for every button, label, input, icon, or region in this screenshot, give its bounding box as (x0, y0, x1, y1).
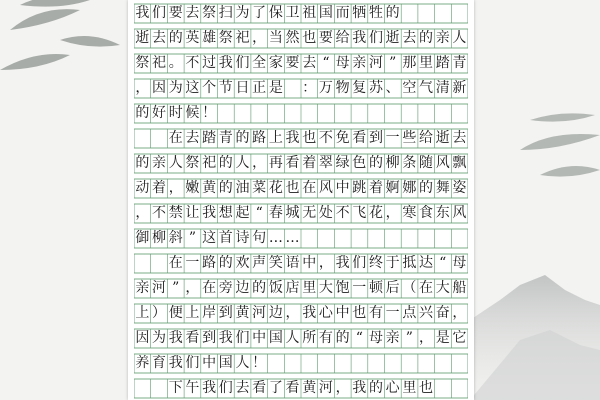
character-cell: 舞 (435, 180, 450, 196)
character-cell: 去 (152, 30, 167, 46)
character-cell: 去 (185, 130, 200, 146)
character-cell: 育 (152, 355, 167, 371)
character-cell: 去 (185, 5, 200, 21)
character-cell: 中 (252, 330, 267, 346)
character-cell: 黄 (202, 180, 217, 196)
character-cell: 了 (268, 380, 283, 396)
character-cell: 的 (368, 155, 383, 171)
character-cell: 的 (419, 30, 434, 46)
character-cell: 去 (402, 30, 417, 46)
character-cell (134, 379, 151, 398)
character-cell: 菜 (252, 180, 267, 196)
character-cell: 风 (452, 205, 467, 221)
character-cell: 抵 (402, 255, 417, 271)
character-cell: 的 (368, 380, 383, 396)
text-line (134, 129, 468, 148)
character-cell: ， (335, 380, 350, 396)
character-cell: 我 (352, 30, 367, 46)
text-line (134, 229, 468, 248)
character-cell: 好 (152, 105, 167, 121)
character-cell: 语 (285, 255, 300, 271)
character-cell: 要 (168, 5, 183, 21)
character-cell: ， (135, 80, 150, 96)
character-cell: 嫩 (185, 180, 200, 196)
character-cell: 再 (268, 155, 283, 171)
character-cell: 河 (252, 305, 267, 321)
text-line (134, 304, 468, 323)
text-line (134, 4, 468, 23)
character-cell: 卫 (285, 5, 300, 21)
character-cell: 们 (352, 255, 367, 271)
character-cell: 有 (368, 305, 383, 321)
character-cell: 笑 (268, 255, 283, 271)
character-cell: 不 (318, 130, 333, 146)
character-cell: 里 (402, 380, 417, 396)
character-cell: 亲 (352, 55, 367, 71)
character-cell: ， (168, 180, 183, 196)
character-cell: 不 (152, 205, 167, 221)
character-cell: 扫 (218, 5, 233, 21)
character-cell: 因 (152, 80, 167, 96)
character-cell: 里 (302, 280, 317, 296)
character-cell: 的 (218, 155, 233, 171)
character-cell: 的 (218, 255, 233, 271)
character-cell: 的 (235, 130, 250, 146)
character-cell: 飞 (352, 205, 367, 221)
character-cell: 下 (168, 380, 183, 396)
character-cell: 给 (419, 130, 434, 146)
character-cell (134, 129, 151, 148)
character-cell: 看 (252, 380, 267, 396)
character-cell: 新 (452, 80, 467, 96)
character-cell: ， (285, 305, 300, 321)
character-cell: 便 (168, 305, 183, 321)
character-cell: 牺 (352, 5, 367, 21)
character-cell: 为 (152, 330, 167, 346)
character-cell: 空 (402, 80, 417, 96)
character-cell: 踏 (202, 130, 217, 146)
character-cell: ” (188, 230, 196, 246)
character-cell: ） (152, 305, 167, 321)
character-cell: 因 (135, 330, 150, 346)
character-cell: 饭 (268, 280, 283, 296)
character-cell: 在 (168, 130, 183, 146)
character-cell: 花 (268, 180, 283, 196)
character-cell: 时 (168, 105, 183, 121)
character-cell: ： (302, 80, 317, 96)
character-cell: 中 (302, 255, 317, 271)
character-cell: 去 (452, 130, 467, 146)
character-cell: 一 (185, 255, 200, 271)
character-cell: 它 (452, 330, 467, 346)
character-cell: ” (405, 330, 413, 346)
character-cell: 青 (218, 130, 233, 146)
character-cell: 这 (202, 230, 217, 246)
text-line (134, 29, 468, 48)
character-cell: 寒 (402, 205, 417, 221)
character-cell: （ (402, 280, 417, 296)
character-cell: 无 (302, 205, 317, 221)
character-cell: 牲 (368, 5, 383, 21)
character-cell: 我 (335, 255, 350, 271)
character-cell: 亲 (385, 330, 400, 346)
character-cell: 娜 (402, 180, 417, 196)
character-cell: 着 (368, 180, 383, 196)
character-cell: 动 (135, 180, 150, 196)
character-cell: 我 (218, 330, 233, 346)
character-cell: 母 (368, 330, 383, 346)
character-cell: 亲 (152, 155, 167, 171)
character-cell: 国 (268, 330, 283, 346)
character-cell: 青 (452, 55, 467, 71)
character-cell: 随 (419, 155, 434, 171)
character-cell: 达 (419, 255, 434, 271)
text-line (134, 204, 468, 223)
character-cell: ， (318, 255, 333, 271)
character-cell: … (268, 230, 283, 246)
character-cell: 到 (202, 330, 217, 346)
character-cell: 于 (385, 255, 400, 271)
character-cell: 人 (235, 355, 250, 371)
character-cell: 祖 (302, 5, 317, 21)
character-cell: ！ (202, 105, 217, 121)
text-line (134, 54, 468, 73)
character-cell: 人 (168, 155, 183, 171)
character-cell: “ (255, 205, 263, 221)
character-cell: 我 (218, 55, 233, 71)
character-cell: 心 (318, 305, 333, 321)
character-cell: 兴 (419, 305, 434, 321)
character-cell: “ (355, 330, 363, 346)
character-cell: 为 (168, 80, 183, 96)
character-cell: 踏 (435, 55, 450, 71)
character-cell: 逝 (435, 130, 450, 146)
character-cell: 河 (152, 280, 167, 296)
character-cell: 看 (285, 155, 300, 171)
character-cell: 的 (335, 330, 350, 346)
character-cell: 上 (185, 305, 200, 321)
character-cell: 中 (335, 305, 350, 321)
character-cell: 也 (302, 30, 317, 46)
character-cell: 点 (402, 305, 417, 321)
character-cell: … (285, 230, 300, 246)
character-cell: 让 (185, 205, 200, 221)
character-cell: 欢 (235, 255, 250, 271)
character-cell: 路 (202, 255, 217, 271)
character-cell: 姿 (452, 180, 467, 196)
character-cell: 看 (352, 130, 367, 146)
character-cell: 祭 (202, 5, 217, 21)
character-cell: 的 (252, 280, 267, 296)
character-cell: 为 (235, 5, 250, 21)
character-cell: 大 (435, 280, 450, 296)
character-cell: 花 (368, 205, 383, 221)
text-line (134, 279, 468, 298)
character-cell: 英 (185, 30, 200, 46)
character-cell: 们 (185, 355, 200, 371)
character-cell: 也 (352, 305, 367, 321)
character-cell: 想 (218, 205, 233, 221)
character-cell: 们 (235, 330, 250, 346)
character-cell: 里 (419, 55, 434, 71)
character-cell: 中 (335, 180, 350, 196)
character-cell: ” (389, 55, 397, 71)
character-cell: 然 (285, 30, 300, 46)
character-cell: 免 (335, 130, 350, 146)
character-cell: 逝 (385, 30, 400, 46)
character-cell (151, 254, 168, 273)
character-cell: 日 (235, 80, 250, 96)
character-cell: 去 (302, 55, 317, 71)
character-cell: 、 (385, 80, 400, 96)
character-cell: 我 (202, 380, 217, 396)
character-cell: 正 (252, 80, 267, 96)
character-cell: ， (385, 205, 400, 221)
character-cell: “ (322, 55, 330, 71)
character-cell: 首 (218, 230, 233, 246)
text-line (134, 254, 468, 273)
character-cell: 当 (268, 30, 283, 46)
character-cell: 边 (235, 280, 250, 296)
character-cell: 上 (268, 130, 283, 146)
character-cell: 一 (385, 130, 400, 146)
character-cell: 我 (352, 380, 367, 396)
character-cell: ， (252, 155, 267, 171)
character-cell: 翠 (318, 155, 333, 171)
character-cell: 的 (385, 5, 400, 21)
character-cell: 飘 (452, 155, 467, 171)
character-cell: 去 (235, 380, 250, 396)
character-cell: 万 (318, 80, 333, 96)
character-cell: 风 (435, 155, 450, 171)
character-cell: 的 (218, 180, 233, 196)
character-cell: 而 (335, 5, 350, 21)
character-cell: 在 (302, 180, 317, 196)
character-cell: 我 (285, 130, 300, 146)
text-line (134, 354, 468, 373)
character-cell: 候 (185, 105, 200, 121)
character-cell: 中 (202, 355, 217, 371)
character-cell: 也 (302, 130, 317, 146)
character-cell: ， (185, 280, 200, 296)
character-cell: 顿 (368, 280, 383, 296)
character-cell: 绿 (335, 155, 350, 171)
character-cell: 我 (135, 5, 150, 21)
character-cell: ， (252, 30, 267, 46)
character-cell: 人 (452, 30, 467, 46)
character-cell: 柳 (385, 155, 400, 171)
character-cell: ， (135, 205, 150, 221)
character-cell: 不 (335, 205, 350, 221)
character-cell: 路 (252, 130, 267, 146)
character-cell: 条 (402, 155, 417, 171)
character-cell: 母 (335, 55, 350, 71)
character-cell: 们 (152, 5, 167, 21)
character-cell: 母 (452, 255, 467, 271)
character-cell: 心 (385, 380, 400, 396)
character-cell: 风 (318, 180, 333, 196)
character-cell: 我 (202, 205, 217, 221)
character-cell: 跳 (352, 180, 367, 196)
character-cell: 祀 (235, 30, 250, 46)
character-cell: 有 (318, 330, 333, 346)
character-cell: 的 (419, 180, 434, 196)
character-cell: 着 (302, 155, 317, 171)
character-cell: 一 (385, 305, 400, 321)
character-cell: 们 (235, 55, 250, 71)
manuscript-paper (128, 0, 474, 400)
text-line (134, 179, 468, 198)
character-cell: 国 (318, 5, 333, 21)
character-cell: 句 (252, 230, 267, 246)
character-cell: “ (439, 255, 447, 271)
character-cell: 亲 (135, 280, 150, 296)
character-cell: 城 (285, 205, 300, 221)
character-cell: 人 (285, 330, 300, 346)
character-cell: 饱 (335, 280, 350, 296)
character-cell: 春 (268, 205, 283, 221)
character-cell: 黄 (302, 380, 317, 396)
character-cell: 边 (268, 305, 283, 321)
character-cell: 复 (352, 80, 367, 96)
character-cell: 着 (152, 180, 167, 196)
character-cell: 终 (368, 255, 383, 271)
character-cell: 亲 (435, 30, 450, 46)
character-cell: 也 (285, 180, 300, 196)
character-cell: 婀 (385, 180, 400, 196)
character-cell: 看 (185, 330, 200, 346)
character-cell: 禁 (168, 205, 183, 221)
character-cell: 的 (135, 105, 150, 121)
character-cell: 苏 (368, 80, 383, 96)
character-cell: 的 (135, 155, 150, 171)
character-cell: 人 (235, 155, 250, 171)
text-line (134, 154, 468, 173)
character-cell: 也 (419, 380, 434, 396)
character-cell: 气 (419, 80, 434, 96)
character-cell: 祭 (135, 55, 150, 71)
character-cell: 船 (452, 280, 467, 296)
character-cell (284, 79, 301, 98)
character-cell: 我 (168, 355, 183, 371)
character-cell: 店 (285, 280, 300, 296)
character-cell: 我 (168, 330, 183, 346)
character-cell: 我 (302, 305, 317, 321)
character-cell: 黄 (235, 305, 250, 321)
character-cell: 物 (335, 80, 350, 96)
character-cell: 岸 (202, 305, 217, 321)
character-cell: 家 (268, 55, 283, 71)
character-cell: 逝 (135, 30, 150, 46)
character-cell: 一 (352, 280, 367, 296)
character-cell: 是 (435, 330, 450, 346)
character-cell (134, 254, 151, 273)
character-cell: 的 (168, 30, 183, 46)
character-cell: 不 (185, 55, 200, 71)
character-cell: ， (419, 330, 434, 346)
character-cell: 。 (168, 55, 183, 71)
character-cell: 祀 (202, 155, 217, 171)
character-cell: 清 (435, 80, 450, 96)
character-cell: 色 (352, 155, 367, 171)
character-cell: 后 (385, 280, 400, 296)
character-cell: 国 (218, 355, 233, 371)
character-cell (151, 129, 168, 148)
character-cell: 过 (202, 55, 217, 71)
character-cell: 们 (368, 30, 383, 46)
character-cell: 那 (402, 55, 417, 71)
character-cell: 节 (218, 80, 233, 96)
character-cell: 处 (318, 205, 333, 221)
character-cell: 午 (185, 380, 200, 396)
character-cell: 这 (185, 80, 200, 96)
character-cell: 们 (218, 380, 233, 396)
character-cell: 油 (235, 180, 250, 196)
character-cell: 到 (368, 130, 383, 146)
character-cell: 柳 (152, 230, 167, 246)
character-cell: 个 (202, 80, 217, 96)
character-cell: 河 (318, 380, 333, 396)
character-cell: 看 (285, 380, 300, 396)
character-cell: 东 (435, 205, 450, 221)
character-cell: 要 (285, 55, 300, 71)
character-cell: 御 (135, 230, 150, 246)
character-cell: 祭 (185, 155, 200, 171)
character-cell: 声 (252, 255, 267, 271)
character-cell: 雄 (202, 30, 217, 46)
character-cell: ！ (252, 355, 267, 371)
character-cell: 保 (268, 5, 283, 21)
text-line (134, 104, 468, 123)
character-cell: 所 (302, 330, 317, 346)
character-cell: 诗 (235, 230, 250, 246)
character-cell: 要 (318, 30, 333, 46)
character-cell: 在 (168, 255, 183, 271)
character-cell: 奋 (435, 305, 450, 321)
character-cell: 是 (268, 80, 283, 96)
text-line (134, 79, 468, 98)
character-cell: 食 (419, 205, 434, 221)
character-cell: 祭 (218, 30, 233, 46)
character-cell: ， (452, 305, 467, 321)
character-cell: 斜 (168, 230, 183, 246)
character-cell: 全 (252, 55, 267, 71)
character-cell: 些 (402, 130, 417, 146)
character-cell: 河 (368, 55, 383, 71)
character-cell: 旁 (218, 280, 233, 296)
character-cell: 到 (218, 305, 233, 321)
character-cell: 了 (252, 5, 267, 21)
character-cell: 大 (318, 280, 333, 296)
character-cell: 在 (202, 280, 217, 296)
character-cell: ” (172, 280, 180, 296)
text-line (134, 329, 468, 348)
character-cell: 给 (335, 30, 350, 46)
character-cell: 在 (419, 280, 434, 296)
text-line (134, 379, 468, 398)
character-cell: 上 (135, 305, 150, 321)
character-cell: 祀 (152, 55, 167, 71)
character-cell (151, 379, 168, 398)
character-cell: 养 (135, 355, 150, 371)
character-cell: 起 (235, 205, 250, 221)
